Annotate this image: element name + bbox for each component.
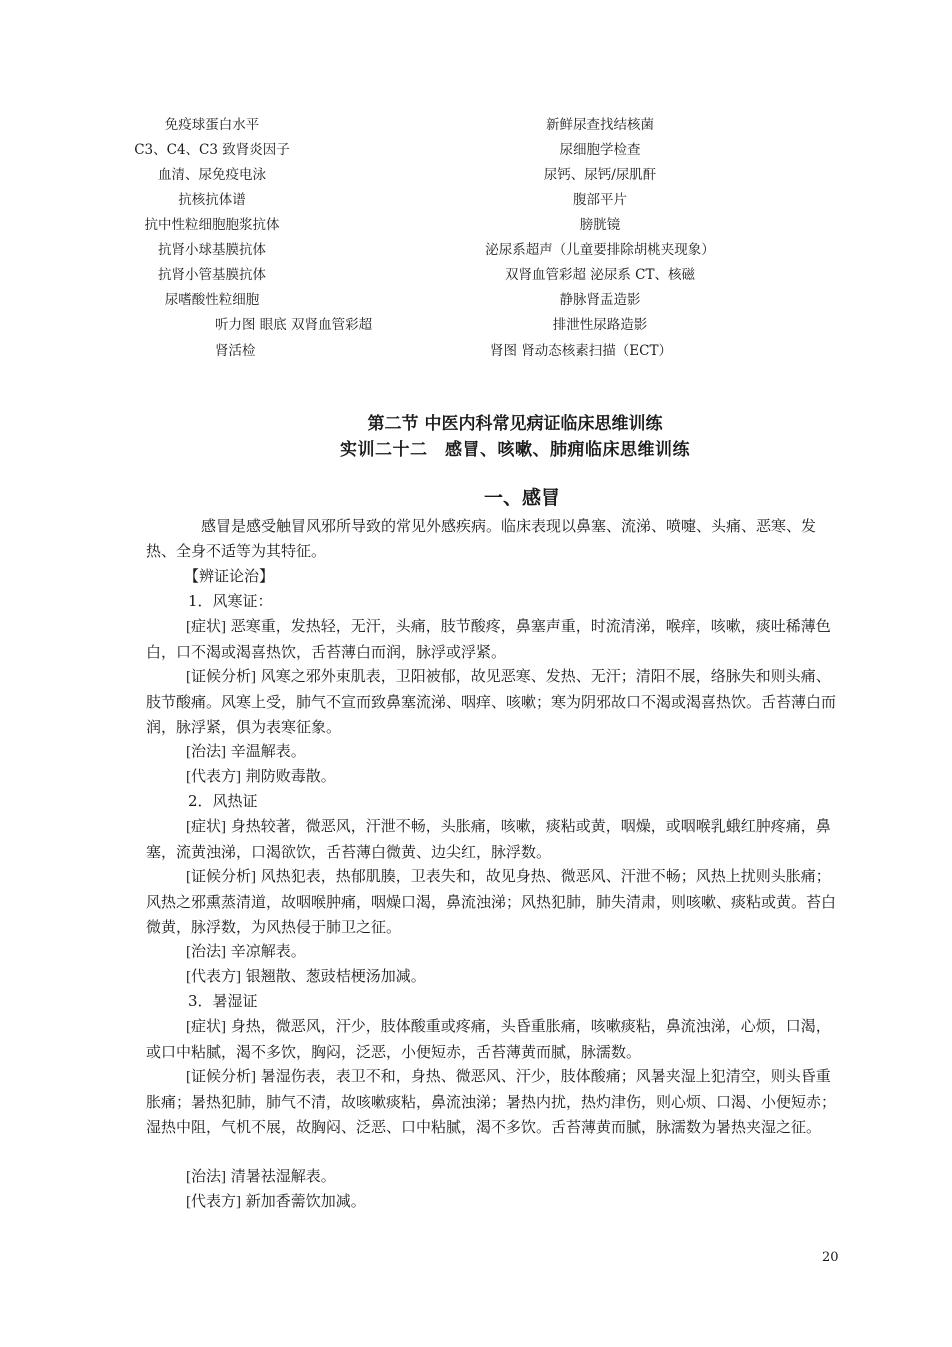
test-item: 膀胱镜 [579, 217, 621, 233]
s2-treatment: [治法] 辛凉解表。 [186, 942, 306, 960]
s3-formula: [代表方] 新加香薷饮加减。 [186, 1192, 366, 1210]
test-item: 抗肾小球基膜抗体 [158, 242, 266, 258]
s3-treatment: [治法] 清暑祛湿解表。 [186, 1167, 336, 1185]
test-item: 双肾血管彩超 泌尿系 CT、核磁 [505, 267, 695, 283]
bianzheng-heading: 【辨证论治】 [184, 567, 275, 585]
page-number: 20 [822, 1250, 839, 1265]
s1-formula: [代表方] 荆防败毒散。 [186, 767, 336, 785]
training-title: 实训二十二 感冒、咳嗽、肺痈临床思维训练 [340, 440, 690, 460]
test-item: 抗核抗体谱 [178, 192, 246, 208]
s2-formula: [代表方] 银翘散、葱豉桔梗汤加减。 [186, 967, 426, 985]
s1-symptoms: [症状] 恶寒重，发热轻，无汗，头痛，肢节酸疼，鼻塞声重，时流清涕，喉痒，咳嗽，痰吐稀薄色白，口不渴或渴喜热饮，舌苔薄白而润，脉浮或浮紧。 [146, 617, 831, 661]
s3-symptoms: [症状] 身热，微恶风，汗少，肢体酸重或疼痛，头昏重胀痛，咳嗽痰粘，鼻流浊涕，心烦，口渴，或口中粘腻，渴不多饮，胸闷，泛恶，小便短赤，舌苔薄黄而腻，脉濡数。 [146, 1017, 831, 1061]
s2-symptoms: [症状] 身热较著，微恶风，汗泄不畅，头胀痛，咳嗽，痰粘或黄，咽燥，或咽喉乳蛾红肿疼痛，鼻塞，流黄浊涕，口渴欲饮，舌苔薄白微黄、边尖红，脉浮数。 [146, 817, 831, 861]
heading-ganmao: 一、感冒 [484, 487, 561, 509]
test-item: 抗中性粒细胞胞浆抗体 [144, 217, 280, 233]
test-item: 泌尿系超声（儿童要排除胡桃夹现象） [485, 242, 715, 258]
test-item: 腹部平片 [573, 192, 627, 208]
test-item: 肾活检 [215, 343, 256, 359]
s1-treatment: [治法] 辛温解表。 [186, 742, 306, 760]
test-item: 新鲜尿查找结核菌 [546, 117, 654, 133]
test-item: 听力图 眼底 双肾血管彩超 [215, 317, 373, 333]
test-item: 尿钙、尿钙/尿肌酐 [543, 167, 657, 183]
test-item: C3、C4、C3 致肾炎因子 [134, 142, 290, 158]
test-item: 免疫球蛋白水平 [164, 117, 260, 133]
test-item: 尿细胞学检查 [559, 142, 641, 158]
s2-analysis: [证候分析] 风热犯表，热郁肌腠，卫表失和，故见身热、微恶风、汗泄不畅；风热上扰则头胀痛；风热之邪熏蒸清道，故咽喉肿痛，咽燥口渴，鼻流浊涕；风热犯肺，肺失清肃，则咳嗽、痰粘或黄。苔白微黄，脉浮数，为风热侵于肺卫之征。 [146, 867, 837, 936]
s3-title: 3．暑湿证 [188, 992, 258, 1010]
intro-paragraph: 感冒是感受触冒风邪所导致的常见外感疾病。临床表现以鼻塞、流涕、喷嚏、头痛、恶寒、发热、全身不适等为其特征。 [146, 517, 817, 560]
s2-title: 2．风热证 [188, 792, 258, 810]
s3-analysis: [证候分析] 暑湿伤表，表卫不和，身热、微恶风、汗少，肢体酸痛；风暑夹湿上犯清空，则头昏重胀痛；暑热犯肺，肺气不清，故咳嗽痰粘，鼻流浊涕；暑热内扰，热灼津伤，则心烦、口渴、小便短赤；湿热中阻，气机不展，故胸闷、泛恶、口中粘腻，渴不多饮。舌苔薄黄而腻，脉濡数为暑热夹湿之征。 [146, 1067, 837, 1136]
test-item: 尿嗜酸性粒细胞 [164, 292, 260, 308]
section-title: 第二节 中医内科常见病证临床思维训练 [367, 414, 663, 434]
test-item: 肾图 肾动态核素扫描（ECT） [490, 343, 672, 359]
s1-title: 1．风寒证： [188, 592, 273, 610]
test-item: 排泄性尿路造影 [552, 317, 648, 333]
test-item: 抗肾小管基膜抗体 [158, 267, 266, 283]
s1-analysis: [证候分析] 风寒之邪外束肌表，卫阳被郁，故见恶寒、发热、无汗；清阳不展，络脉失和则头痛、肢节酸痛。风寒上受，肺气不宣而致鼻塞流涕、咽痒、咳嗽；寒为阴邪故口不渴或渴喜热饮。舌苔薄白而润，脉浮紧，俱为表寒征象。 [146, 667, 837, 736]
test-item: 静脉肾盂造影 [559, 292, 641, 308]
test-item: 血清、尿免疫电泳 [158, 167, 266, 183]
